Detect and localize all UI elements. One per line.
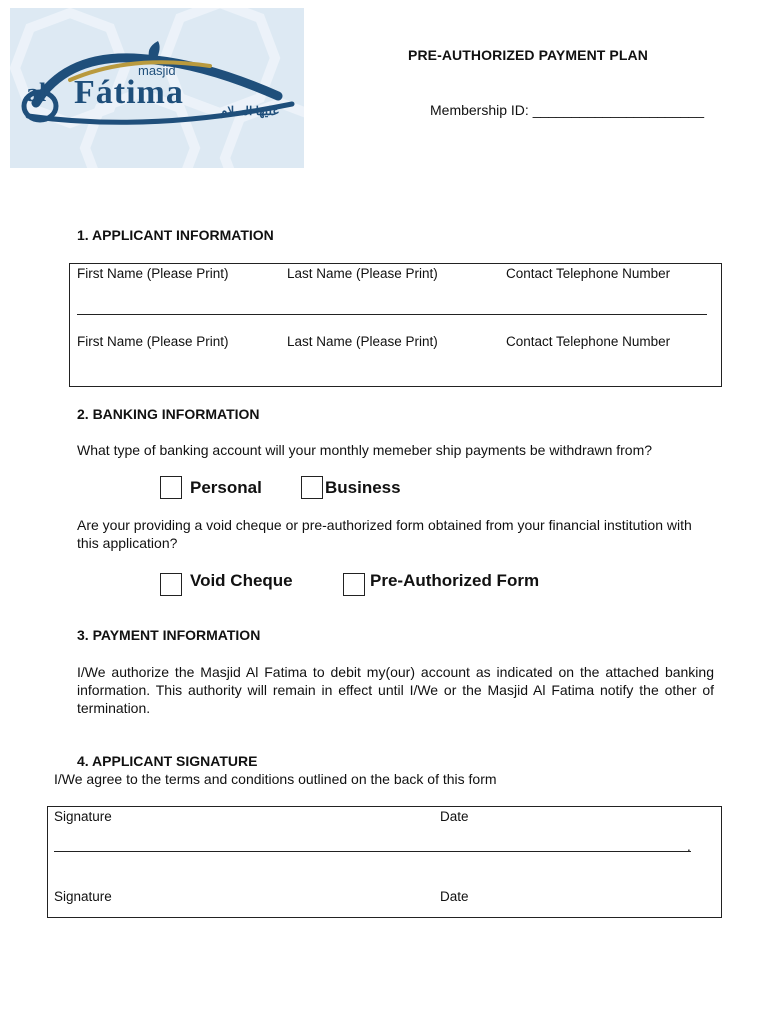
signature-row1-line[interactable] <box>54 851 691 852</box>
last-name-label-1: Last Name (Please Print) <box>287 266 438 281</box>
logo-masjid-text: masjid <box>138 63 176 78</box>
payment-authorization-text: I/We authorize the Masjid Al Fatima to debit my(our) account as indicated on the attached banking information. This authority will remain in effect until I/We or the Masjid Al Fatima notify the other of termination. <box>77 664 714 716</box>
phone-label-1: Contact Telephone Number <box>506 266 671 281</box>
date-label-2: Date <box>440 889 469 904</box>
business-checkbox[interactable] <box>301 476 323 499</box>
applicant-row1-line[interactable] <box>77 314 707 315</box>
logo-name-text: Fátima <box>74 74 184 111</box>
date-label-1: Date <box>440 809 469 824</box>
section4-heading: 4. APPLICANT SIGNATURE <box>77 753 258 769</box>
phone-label-2: Contact Telephone Number <box>506 334 671 349</box>
personal-checkbox[interactable] <box>160 476 182 499</box>
void-cheque-question: Are your providing a void cheque or pre-authorized form obtained from your financial institution with this application? <box>77 517 692 551</box>
signature-label-1: Signature <box>54 809 112 824</box>
applicant-info-box <box>69 263 722 387</box>
signature-label-2: Signature <box>54 889 112 904</box>
personal-label: Personal <box>190 478 262 497</box>
pre-authorized-checkbox[interactable] <box>343 573 365 596</box>
agreement-text: I/We agree to the terms and conditions outlined on the back of this form <box>54 771 497 787</box>
pre-authorized-label: Pre-Authorized Form <box>370 571 540 590</box>
signature-box <box>47 806 722 918</box>
membership-id-field[interactable]: Membership ID: ______________________ <box>430 102 704 118</box>
first-name-label-1: First Name (Please Print) <box>77 266 229 281</box>
void-cheque-label: Void Cheque <box>190 571 293 590</box>
line-end-mark: . <box>687 839 691 854</box>
logo <box>10 8 304 168</box>
section2-heading: 2. BANKING INFORMATION <box>77 406 260 422</box>
account-type-question: What type of banking account will your monthly memeber ship payments be withdrawn from? <box>77 442 653 458</box>
void-cheque-checkbox[interactable] <box>160 573 182 596</box>
section3-heading: 3. PAYMENT INFORMATION <box>77 627 261 643</box>
last-name-label-2: Last Name (Please Print) <box>287 334 438 349</box>
logo-arabic-text: عليها السلام <box>220 104 280 118</box>
logo-al-text: al <box>26 78 47 107</box>
section1-heading: 1. APPLICANT INFORMATION <box>77 227 274 243</box>
business-label: Business <box>325 478 401 497</box>
first-name-label-2: First Name (Please Print) <box>77 334 229 349</box>
form-title: PRE-AUTHORIZED PAYMENT PLAN <box>408 47 648 63</box>
